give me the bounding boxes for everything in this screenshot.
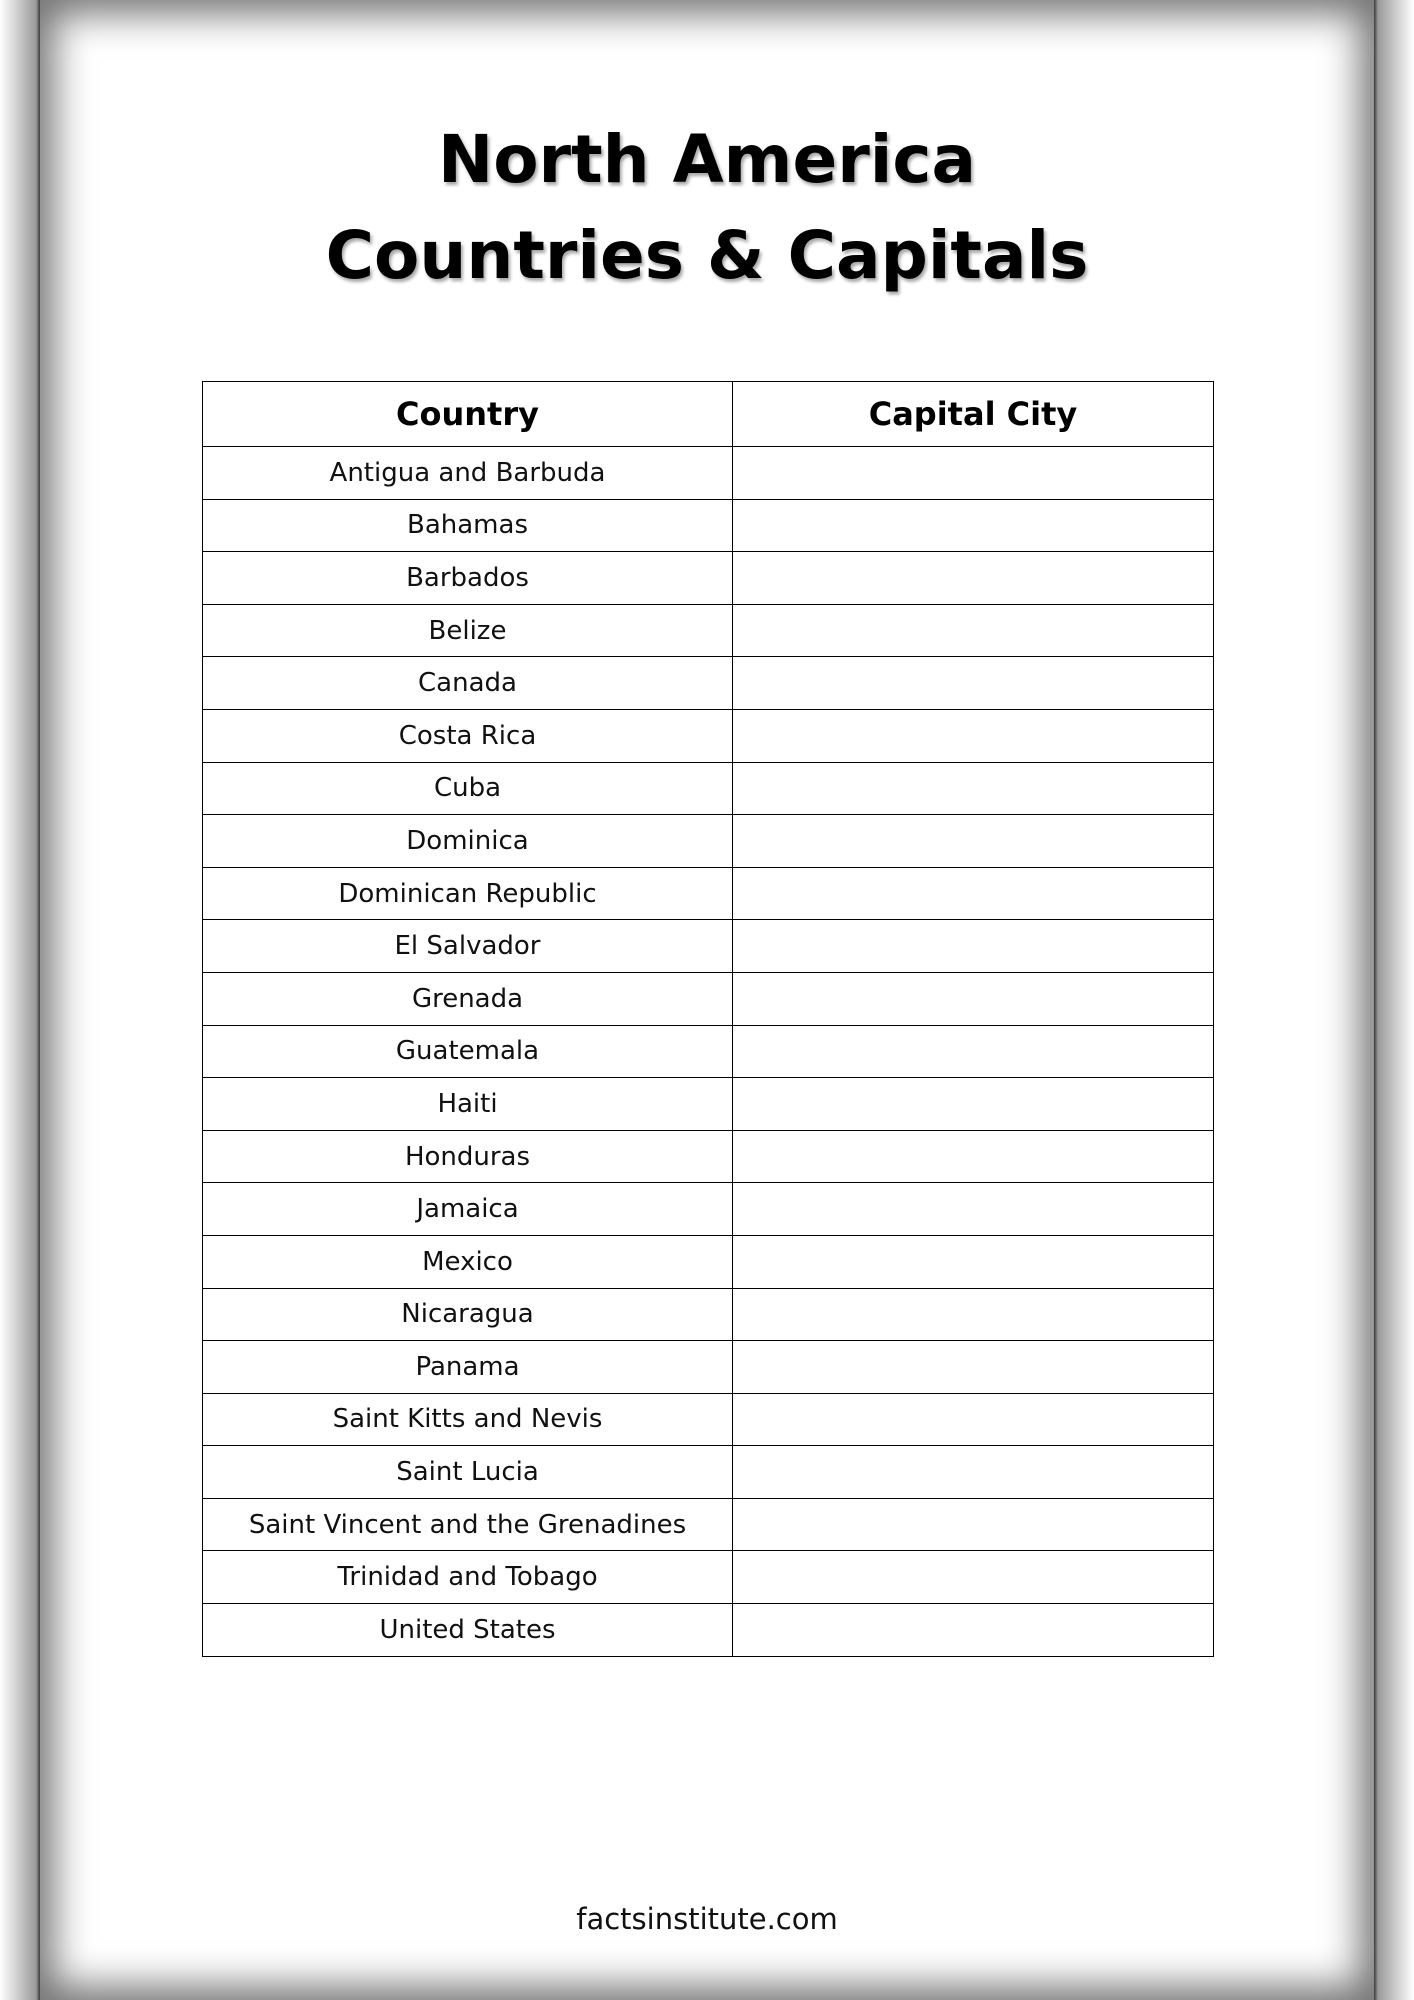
table-row [203, 447, 1214, 500]
country-cell: Grenada [203, 972, 733, 1025]
country-cell: Nicaragua [203, 1288, 733, 1341]
country-cell: El Salvador [203, 920, 733, 973]
table-row [203, 1393, 1214, 1446]
country-cell: Dominican Republic [203, 867, 733, 920]
country-cell: Cuba [203, 762, 733, 815]
country-cell: Mexico [203, 1235, 733, 1288]
capital-answer-cell[interactable] [733, 1604, 1214, 1657]
country-cell: Honduras [203, 1130, 733, 1183]
country-cell: Barbados [203, 552, 733, 605]
country-cell: Trinidad and Tobago [203, 1551, 733, 1604]
capital-answer-cell[interactable] [733, 604, 1214, 657]
country-cell: Saint Kitts and Nevis [203, 1393, 733, 1446]
capital-answer-cell[interactable] [733, 1446, 1214, 1499]
country-cell: Bahamas [203, 499, 733, 552]
country-cell: Dominica [203, 815, 733, 868]
country-cell: Saint Vincent and the Grenadines [203, 1498, 733, 1551]
country-cell: United States [203, 1604, 733, 1657]
capital-answer-cell[interactable] [733, 1288, 1214, 1341]
table-row [203, 552, 1214, 605]
capital-answer-cell[interactable] [733, 762, 1214, 815]
country-cell: Panama [203, 1341, 733, 1394]
capital-answer-cell[interactable] [733, 499, 1214, 552]
capital-answer-cell[interactable] [733, 709, 1214, 762]
table-row [203, 657, 1214, 710]
capital-answer-cell[interactable] [733, 1025, 1214, 1078]
country-cell: Jamaica [203, 1183, 733, 1236]
capital-answer-cell[interactable] [733, 1235, 1214, 1288]
capital-answer-cell[interactable] [733, 447, 1214, 500]
country-cell: Haiti [203, 1078, 733, 1131]
table-row [203, 1025, 1214, 1078]
country-cell: Saint Lucia [203, 1446, 733, 1499]
table-row [203, 1130, 1214, 1183]
capital-answer-cell[interactable] [733, 815, 1214, 868]
footer-website: factsinstitute.com [576, 1902, 838, 1936]
country-cell: Antigua and Barbuda [203, 447, 733, 500]
table-row [203, 1078, 1214, 1131]
table-row [203, 604, 1214, 657]
header-country: Country [203, 382, 733, 447]
capital-answer-cell[interactable] [733, 1341, 1214, 1394]
capital-answer-cell[interactable] [733, 1393, 1214, 1446]
table-row [203, 867, 1214, 920]
capital-answer-cell[interactable] [733, 1183, 1214, 1236]
table-row [203, 1604, 1214, 1657]
capital-answer-cell[interactable] [733, 1551, 1214, 1604]
table-row [203, 762, 1214, 815]
table-row [203, 1183, 1214, 1236]
table-row [203, 920, 1214, 973]
capital-answer-cell[interactable] [733, 867, 1214, 920]
table-row [203, 1551, 1214, 1604]
capital-answer-cell[interactable] [733, 920, 1214, 973]
table-row [203, 1288, 1214, 1341]
table-row [203, 1498, 1214, 1551]
capital-answer-cell[interactable] [733, 1078, 1214, 1131]
capital-answer-cell[interactable] [733, 552, 1214, 605]
title-line-2: Countries & Capitals [325, 217, 1089, 294]
table-row [203, 972, 1214, 1025]
capital-answer-cell[interactable] [733, 657, 1214, 710]
country-cell: Belize [203, 604, 733, 657]
table-row [203, 1446, 1214, 1499]
country-cell: Guatemala [203, 1025, 733, 1078]
table-row [203, 815, 1214, 868]
header-capital-city: Capital City [733, 382, 1214, 447]
page-title [0, 112, 1414, 304]
country-cell: Canada [203, 657, 733, 710]
table-row [203, 1341, 1214, 1394]
country-cell: Costa Rica [203, 709, 733, 762]
table-row [203, 709, 1214, 762]
table-row [203, 499, 1214, 552]
capital-answer-cell[interactable] [733, 1130, 1214, 1183]
table-body [203, 447, 1214, 1657]
table-row [203, 1235, 1214, 1288]
countries-capitals-table [202, 381, 1214, 1657]
capital-answer-cell[interactable] [733, 1498, 1214, 1551]
table-header-row [203, 382, 1214, 447]
title-line-1: North America [437, 121, 977, 198]
capital-answer-cell[interactable] [733, 972, 1214, 1025]
